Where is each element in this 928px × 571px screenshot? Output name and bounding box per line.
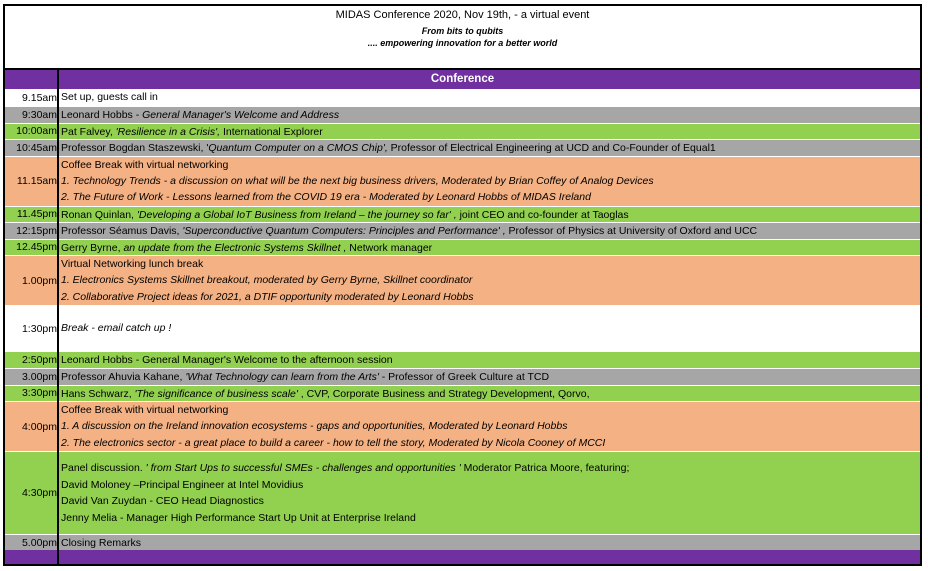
agenda-time: 3:30pm — [21, 387, 57, 400]
agenda-line-text: Coffee Break with virtual networking — [61, 158, 229, 171]
agenda-line-text: Professor of Physics at University of Oxford and UCC — [505, 225, 758, 237]
agenda-line-text: , CVP, Corporate Business and Strategy Development, Qorvo, — [297, 387, 590, 400]
agenda-line — [61, 240, 920, 256]
tagline-secondary: .... empowering innovation for a better world — [367, 38, 558, 48]
agenda-description — [61, 107, 920, 123]
agenda-line-text: Leonard Hobbs - — [61, 109, 143, 121]
agenda-description — [61, 207, 920, 223]
agenda-line-italic: 1. Electronics Systems Skillnet breakout, moderated by Gerry Byrne, Skillnet coordinator — [61, 274, 473, 287]
agenda-time: 1:30pm — [21, 322, 57, 335]
agenda-line — [61, 223, 920, 239]
agenda-line-italic: General Manager's Welcome and Address — [142, 109, 340, 121]
section-header-conference: Conference — [5, 70, 920, 89]
agenda-line-text: Professor of Electrical Engineering at UCD and Co-Founder of Equal1 — [387, 142, 716, 154]
agenda-line — [61, 386, 920, 402]
agenda-row — [5, 368, 920, 385]
agenda-row — [5, 255, 920, 305]
agenda-line — [61, 124, 920, 140]
agenda-line — [61, 435, 920, 451]
agenda-row — [5, 106, 920, 123]
agenda-description — [61, 452, 920, 534]
agenda-line-italic: ' from Start Ups to successful SMEs - challenges and opportunities ' — [145, 462, 461, 474]
agenda-row — [5, 534, 920, 551]
agenda-line-text: Pat Falvey, — [61, 125, 116, 138]
agenda-line — [61, 369, 920, 385]
agenda-time: 2:50pm — [21, 354, 57, 366]
agenda-time: 11.15am — [16, 175, 57, 187]
agenda-line-italic: 'Developing a Global IoT Business from Ireland – the journey so far' , — [136, 208, 457, 221]
agenda-time: 12:15pm — [16, 224, 57, 237]
agenda-line-text: Leonard Hobbs - General Manager's Welcome to the afternoon session — [61, 354, 393, 366]
agenda-line — [61, 352, 920, 368]
agenda-row — [5, 89, 920, 106]
agenda-description — [61, 306, 920, 351]
agenda-line — [61, 207, 920, 223]
agenda-line-text: joint CEO and co-founder at Taoglas — [456, 208, 629, 221]
agenda-line-italic: 2. Collaborative Project ideas for 2021, a DTIF opportunity moderated by Leonard Hobbs — [61, 290, 474, 303]
agenda-line-text: Professor Bogdan Staszewski, ' — [61, 142, 209, 154]
agenda-description — [61, 402, 920, 451]
agenda-line — [61, 189, 920, 205]
agenda-line-text: Gerry Byrne, — [61, 241, 124, 254]
agenda-description — [61, 369, 920, 385]
agenda-line-text: Hans Schwarz, — [61, 387, 135, 400]
agenda-time: 9.15am — [21, 91, 57, 104]
agenda-line — [61, 510, 920, 527]
agenda-line — [61, 418, 920, 434]
agenda-line — [61, 477, 920, 494]
agenda-description — [61, 223, 920, 239]
agenda-time: 10:00am — [16, 125, 57, 138]
agenda-time: 5.00pm — [21, 536, 57, 549]
agenda-line-italic: Break - email catch up ! — [61, 322, 172, 335]
agenda-line — [61, 535, 920, 551]
agenda-row — [5, 351, 920, 368]
agenda-line-text: Professor Séamus Davis, — [61, 225, 183, 237]
agenda-row — [5, 139, 920, 156]
agenda-line-italic: 'Resilience in a Crisis', — [115, 125, 221, 138]
agenda-line — [61, 320, 920, 337]
agenda-line-text: Closing Remarks — [61, 537, 141, 549]
agenda-row — [5, 206, 920, 223]
agenda-row — [5, 222, 920, 239]
agenda-line-text: Jenny Melia - Manager High Performance Start Up Unit at Enterprise Ireland — [61, 511, 416, 524]
agenda-line-text: Virtual Networking lunch break — [61, 258, 204, 270]
agenda-line-text: Network manager — [346, 241, 433, 254]
agenda-line — [61, 493, 920, 510]
agenda-line — [61, 256, 920, 272]
agenda-line-text: Set up, guests call in — [61, 91, 158, 104]
agenda-line-text: David Moloney –Principal Engineer at Intel Movidius — [61, 478, 304, 491]
agenda-line — [61, 173, 920, 189]
agenda-line-text: Panel discussion. — [61, 462, 146, 474]
agenda-line-italic: 2. The electronics sector - a great place to build a career - how to tell the story, Moderated by Nicola Cooney of MCCI — [61, 436, 606, 449]
agenda-line-text: - Professor of Greek Culture at TCD — [378, 371, 550, 383]
agenda-time: 4:30pm — [21, 487, 57, 499]
agenda-footer-bar — [5, 550, 920, 564]
agenda-line-italic: 'The significance of business scale' — [134, 387, 298, 400]
agenda-time: 9:30am — [21, 108, 57, 121]
agenda-row — [5, 123, 920, 140]
agenda-row — [5, 305, 920, 351]
agenda-rows — [5, 89, 920, 551]
agenda-line-italic: an update from the Electronic Systems Skillnet , — [123, 241, 347, 254]
agenda-time: 11.45pm — [16, 208, 57, 221]
column-divider — [57, 70, 59, 564]
agenda-description — [61, 386, 920, 402]
agenda-time: 3.00pm — [21, 370, 57, 383]
agenda-description — [61, 256, 920, 305]
agenda-time: 10:45am — [16, 141, 57, 154]
agenda-line-italic: 2. The Future of Work - Lessons learned from the COVID 19 era - Moderated by Leonard Hobbs of MIDAS Ireland — [61, 191, 591, 204]
agenda-line-text: Professor Ahuvia Kahane, — [61, 371, 186, 383]
agenda-description — [61, 89, 920, 106]
agenda-line-text: David Van Zuydan - CEO Head Diagnostics — [61, 495, 264, 507]
agenda-line — [61, 107, 920, 123]
agenda-line — [61, 402, 920, 418]
agenda-line — [61, 460, 920, 477]
agenda-line-text: Ronan Quinlan, — [61, 208, 137, 221]
agenda-line-italic: 1. Technology Trends - a discussion on what will be the next big business drivers, Moderated by Brian Coffey of Analog Devices — [61, 174, 654, 187]
agenda-line-text: Coffee Break with virtual networking — [61, 404, 229, 416]
agenda-description — [61, 240, 920, 256]
agenda-description — [61, 352, 920, 368]
conference-title: MIDAS Conference 2020, Nov 19th, - a virtual event — [335, 9, 590, 21]
agenda-description — [61, 157, 920, 206]
agenda-line — [61, 289, 920, 305]
agenda-time: 12.45pm — [16, 241, 57, 254]
tagline: From bits to qubits — [421, 26, 504, 36]
agenda-description — [61, 140, 920, 156]
agenda-row — [5, 451, 920, 534]
agenda-time: 4:00pm — [21, 420, 57, 433]
agenda-line — [61, 89, 920, 106]
agenda-line-italic: 1. A discussion on the Ireland innovation ecosystems - gaps and opportunities, Moderated by Leonard Hobbs — [61, 420, 568, 433]
agenda-line — [61, 272, 920, 288]
agenda-line-italic: 'Superconductive Quantum Computers: Principles and Performance' , — [182, 225, 506, 237]
agenda-sheet — [3, 4, 922, 566]
agenda-row — [5, 156, 920, 206]
agenda-line — [61, 140, 920, 156]
agenda-header — [5, 6, 920, 70]
agenda-line-italic: Quantum Computer on a CMOS Chip', — [208, 142, 388, 154]
agenda-description — [61, 535, 920, 551]
agenda-line-text: International Explorer — [220, 125, 323, 138]
agenda-line — [61, 157, 920, 173]
agenda-row — [5, 401, 920, 451]
agenda-line-text: Moderator Patrica Moore, featuring; — [460, 462, 630, 474]
agenda-row — [5, 239, 920, 256]
agenda-line-italic: 'What Technology can learn from the Arts' — [185, 371, 379, 383]
agenda-row — [5, 385, 920, 402]
agenda-time: 1.00pm — [21, 274, 57, 287]
agenda-description — [61, 124, 920, 140]
